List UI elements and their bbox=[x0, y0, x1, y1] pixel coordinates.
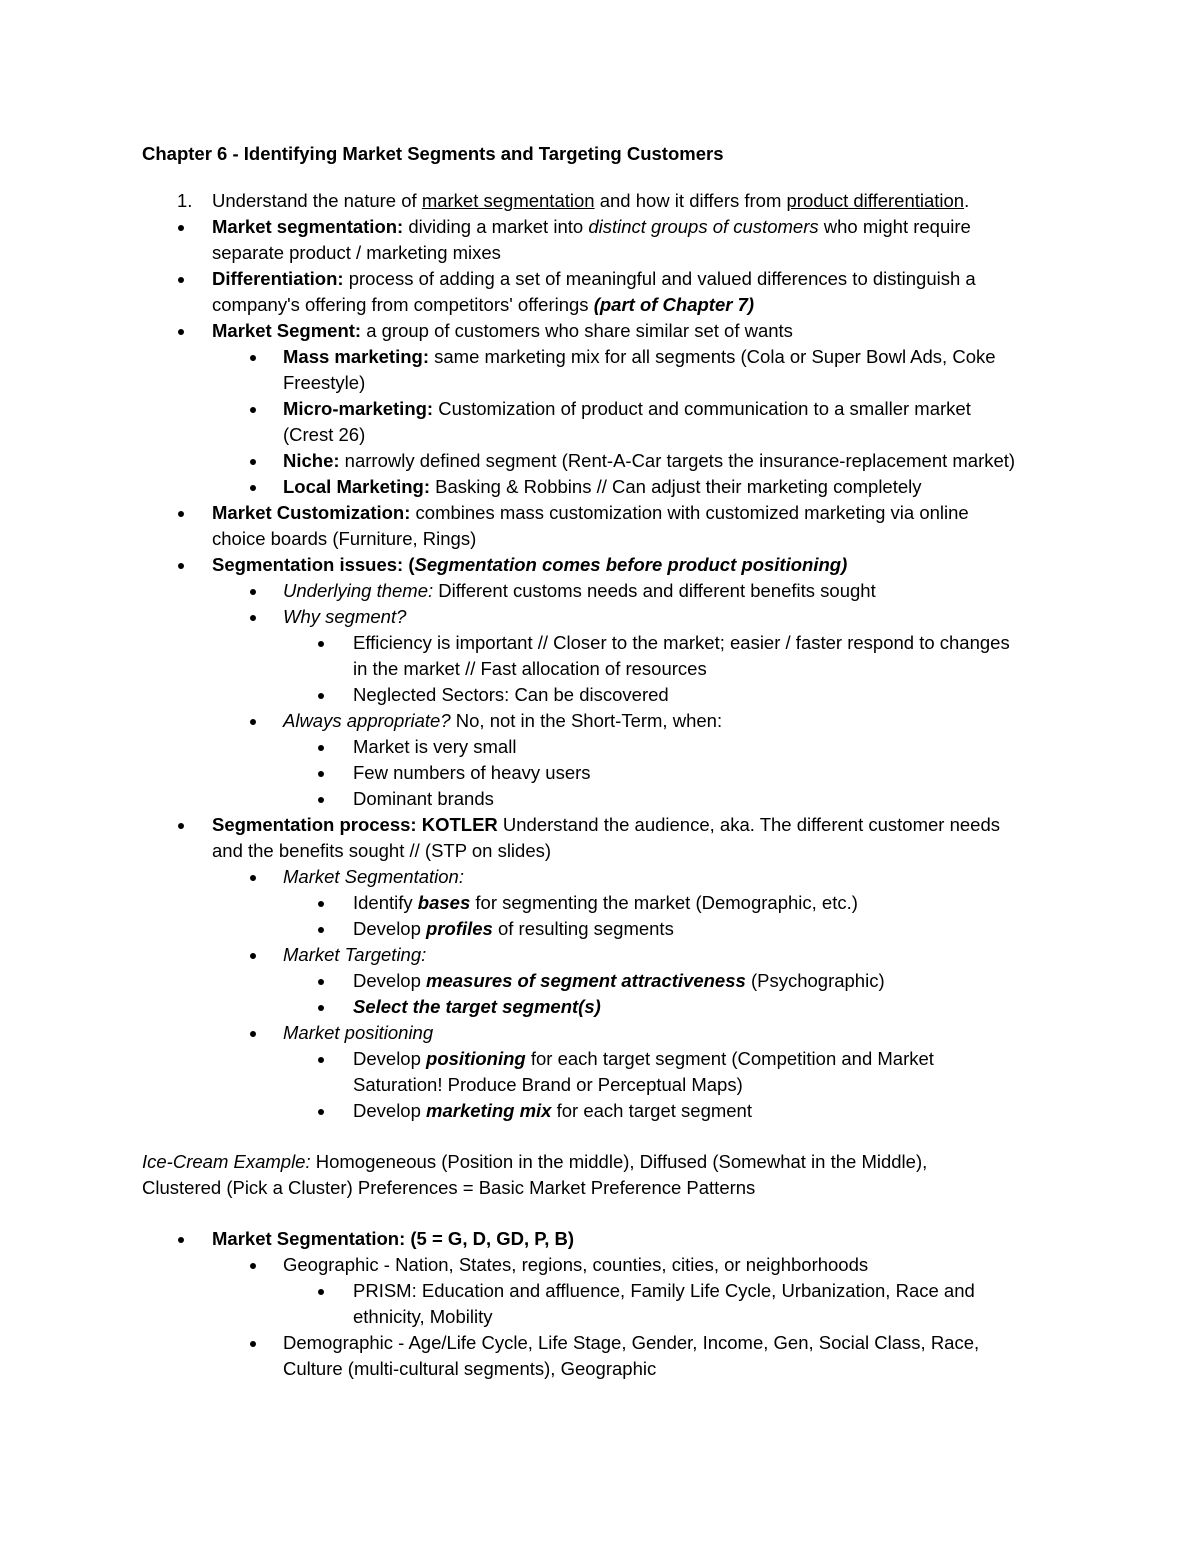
list-item-always-appropriate: Always appropriate? No, not in the Short-Term, when: bbox=[283, 710, 723, 731]
list-item-continuation: company's offering from competitors' offerings (part of Chapter 7) bbox=[212, 294, 755, 315]
list-item-select-target: Select the target segment(s) bbox=[353, 996, 601, 1017]
bullet-icon bbox=[318, 745, 324, 751]
list-item-continuation: Saturation! Produce Brand or Perceptual Maps) bbox=[353, 1074, 743, 1095]
list-item-neglected-sectors: Neglected Sectors: Can be discovered bbox=[353, 684, 669, 705]
list-item-continuation: ethnicity, Mobility bbox=[353, 1306, 493, 1327]
list-item-continuation: (Crest 26) bbox=[283, 424, 366, 445]
list-item-continuation: Freestyle) bbox=[283, 372, 366, 393]
list-item-heavy-users: Few numbers of heavy users bbox=[353, 762, 591, 783]
list-item-niche: Niche: narrowly defined segment (Rent-A-Car targets the insurance-replacement market) bbox=[283, 450, 1016, 471]
list-item-market-customization: Market Customization: combines mass customization with customized marketing via online bbox=[212, 502, 969, 523]
bullet-icon bbox=[178, 225, 184, 231]
bullet-icon bbox=[178, 563, 184, 569]
list-item-why-segment: Why segment? bbox=[283, 606, 407, 627]
bullet-icon bbox=[318, 1109, 324, 1115]
list-item-demographic: Demographic - Age/Life Cycle, Life Stage, Gender, Income, Gen, Social Class, Race, bbox=[283, 1332, 980, 1353]
bullet-icon bbox=[318, 927, 324, 933]
paragraph-ice-cream: Ice-Cream Example: Homogeneous (Position in the middle), Diffused (Somewhat in the Middle), bbox=[142, 1151, 928, 1172]
bullet-icon bbox=[250, 407, 256, 413]
list-item-prism: PRISM: Education and affluence, Family Life Cycle, Urbanization, Race and bbox=[353, 1280, 975, 1301]
list-item-segmentation-issues: Segmentation issues: (Segmentation comes before product positioning) bbox=[212, 554, 848, 575]
bullet-icon bbox=[250, 875, 256, 881]
bullet-icon bbox=[318, 797, 324, 803]
bullet-icon bbox=[250, 1263, 256, 1269]
list-item-continuation: and the benefits sought // (STP on slides) bbox=[212, 840, 552, 861]
list-item-market-segmentation-bases: Market Segmentation: (5 = G, D, GD, P, B) bbox=[212, 1228, 575, 1249]
bullet-icon bbox=[178, 1237, 184, 1243]
bullet-icon bbox=[318, 693, 324, 699]
list-number: 1. bbox=[177, 190, 193, 211]
bullet-icon bbox=[250, 1031, 256, 1037]
list-item-identify-bases: Identify bases for segmenting the market (Demographic, etc.) bbox=[353, 892, 858, 913]
bullet-icon bbox=[318, 641, 324, 647]
bullet-icon bbox=[318, 771, 324, 777]
list-item-micro-marketing: Micro-marketing: Customization of product and communication to a smaller market bbox=[283, 398, 971, 419]
bullet-icon bbox=[318, 901, 324, 907]
list-item-efficiency: Efficiency is important // Closer to the market; easier / faster respond to changes bbox=[353, 632, 1010, 653]
list-item-market-segment: Market Segment: a group of customers who share similar set of wants bbox=[212, 320, 793, 341]
bullet-icon bbox=[318, 1057, 324, 1063]
list-item-market-small: Market is very small bbox=[353, 736, 517, 757]
list-item-segmentation-process: Segmentation process: KOTLER Understand the audience, aka. The different customer needs bbox=[212, 814, 1000, 835]
bullet-icon bbox=[250, 719, 256, 725]
list-item-develop-positioning: Develop positioning for each target segment (Competition and Market bbox=[353, 1048, 934, 1069]
bullet-icon bbox=[318, 1005, 324, 1011]
list-item-continuation: Culture (multi-cultural segments), Geographic bbox=[283, 1358, 657, 1379]
list-item-continuation: choice boards (Furniture, Rings) bbox=[212, 528, 477, 549]
list-item-continuation: in the market // Fast allocation of resources bbox=[353, 658, 707, 679]
list-item-develop-measures: Develop measures of segment attractiveness (Psychographic) bbox=[353, 970, 885, 991]
list-item-local-marketing: Local Marketing: Basking & Robbins // Can adjust their marketing completely bbox=[283, 476, 922, 497]
bullet-icon bbox=[178, 329, 184, 335]
chapter-title: Chapter 6 - Identifying Market Segments and Targeting Customers bbox=[142, 143, 724, 164]
paragraph-continuation: Clustered (Pick a Cluster) Preferences = Basic Market Preference Patterns bbox=[142, 1177, 756, 1198]
list-item-dominant-brands: Dominant brands bbox=[353, 788, 494, 809]
bullet-icon bbox=[318, 979, 324, 985]
list-item-market-positioning: Market positioning bbox=[283, 1022, 434, 1043]
bullet-icon bbox=[178, 277, 184, 283]
bullet-icon bbox=[250, 1341, 256, 1347]
list-item-underlying-theme: Underlying theme: Different customs needs and different benefits sought bbox=[283, 580, 876, 601]
list-item-develop-profiles: Develop profiles of resulting segments bbox=[353, 918, 674, 939]
list-item-continuation: separate product / marketing mixes bbox=[212, 242, 501, 263]
list-item-mass-marketing: Mass marketing: same marketing mix for all segments (Cola or Super Bowl Ads, Coke bbox=[283, 346, 996, 367]
list-item-geographic: Geographic - Nation, States, regions, counties, cities, or neighborhoods bbox=[283, 1254, 869, 1275]
bullet-icon bbox=[250, 459, 256, 465]
list-item-nature: Understand the nature of market segmentation and how it differs from product differentiation. bbox=[212, 190, 970, 211]
list-item-market-targeting: Market Targeting: bbox=[283, 944, 427, 965]
bullet-icon bbox=[250, 589, 256, 595]
bullet-icon bbox=[178, 823, 184, 829]
bullet-icon bbox=[178, 511, 184, 517]
list-item-market-segmentation: Market segmentation: dividing a market into distinct groups of customers who might require bbox=[212, 216, 971, 237]
bullet-icon bbox=[250, 355, 256, 361]
bullet-icon bbox=[250, 953, 256, 959]
list-item-differentiation: Differentiation: process of adding a set of meaningful and valued differences to distinguish a bbox=[212, 268, 976, 289]
list-item-market-segmentation-step: Market Segmentation: bbox=[283, 866, 464, 887]
bullet-icon bbox=[250, 615, 256, 621]
bullet-icon bbox=[318, 1289, 324, 1295]
list-item-develop-mix: Develop marketing mix for each target segment bbox=[353, 1100, 752, 1121]
bullet-icon bbox=[250, 485, 256, 491]
